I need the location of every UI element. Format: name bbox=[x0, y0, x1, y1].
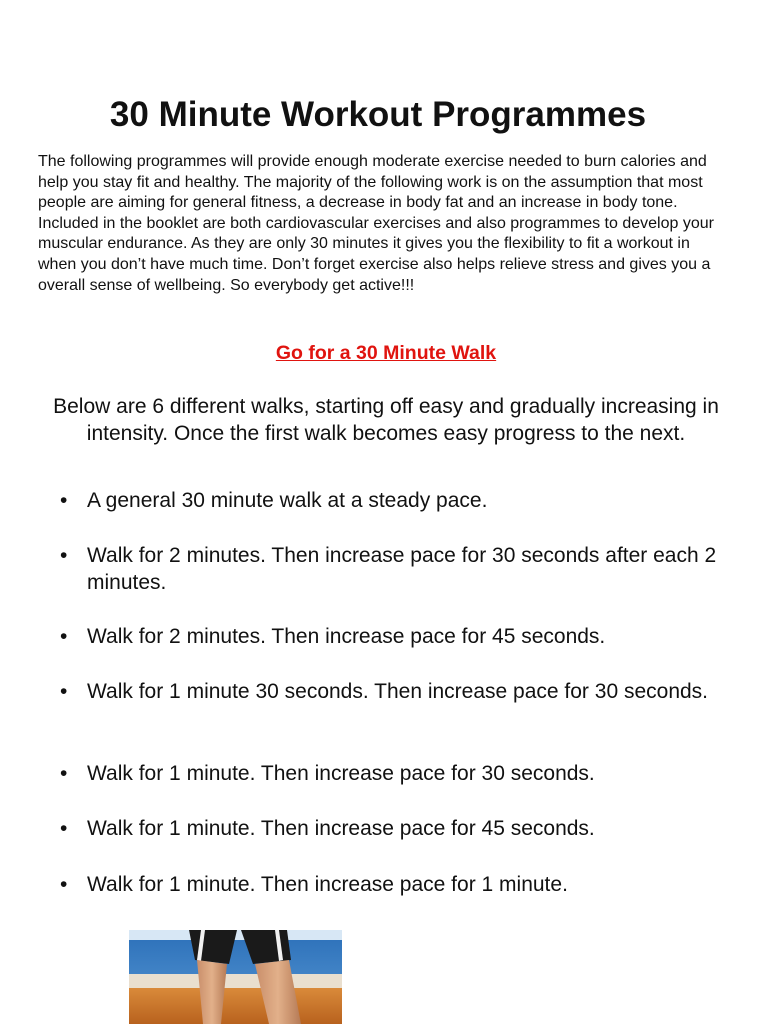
page-title: 30 Minute Workout Programmes bbox=[109, 95, 647, 134]
list-item-text: Walk for 2 minutes. Then increase pace for 30 seconds after each 2 minutes. bbox=[87, 544, 717, 594]
list-item bbox=[60, 815, 740, 842]
walks-lead-paragraph: Below are 6 different walks, starting off easy and gradually increasing in intensity. Once the first walk becomes easy progress to the next. bbox=[53, 395, 719, 445]
walking-legs-photo bbox=[129, 930, 342, 1024]
bullet-icon: • bbox=[60, 873, 68, 896]
list-item bbox=[60, 487, 740, 514]
bullet-icon: • bbox=[60, 625, 68, 648]
list-item bbox=[60, 542, 740, 596]
section-heading-walk: Go for a 30 Minute Walk bbox=[275, 342, 497, 364]
list-item bbox=[60, 871, 740, 898]
intro-paragraph: The following programmes will provide enough moderate exercise needed to burn calories and help you stay fit and healthy. The majority of the following work is on the assumption that most people are aiming for general fitness, a decrease in body fat and an increase in body tone. Included in the booklet are both cardiovascular exercises and also programmes to develop your muscular endurance. As they are only 30 minutes it gives you the flexibility to fit a workout in when you don’t have much time. Don’t forget exercise also helps relieve stress and gives you a overall sense of wellbeing. So everybody get active!!! bbox=[38, 153, 714, 294]
list-item-text: Walk for 1 minute. Then increase pace for 1 minute. bbox=[87, 873, 568, 896]
bullet-icon: • bbox=[60, 817, 68, 840]
list-item-text: Walk for 1 minute. Then increase pace for 30 seconds. bbox=[87, 762, 595, 785]
bullet-icon: • bbox=[60, 762, 68, 785]
list-item bbox=[60, 678, 740, 705]
list-item-text: Walk for 1 minute. Then increase pace for 45 seconds. bbox=[87, 817, 595, 840]
list-item-text: Walk for 1 minute 30 seconds. Then increase pace for 30 seconds. bbox=[87, 680, 709, 703]
list-item bbox=[60, 623, 740, 650]
list-item bbox=[60, 760, 740, 787]
bullet-icon: • bbox=[60, 544, 68, 567]
bullet-icon: • bbox=[60, 489, 68, 512]
walking-legs-illustration bbox=[129, 930, 342, 1024]
bullet-icon: • bbox=[60, 680, 68, 703]
list-item-text: Walk for 2 minutes. Then increase pace for 45 seconds. bbox=[87, 625, 606, 648]
list-item-text: A general 30 minute walk at a steady pace. bbox=[87, 489, 488, 512]
